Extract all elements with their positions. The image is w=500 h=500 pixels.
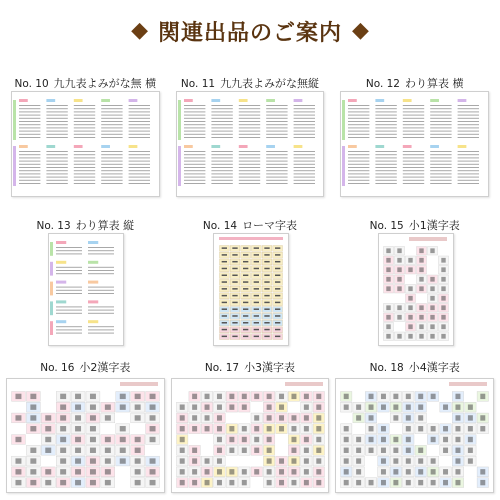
product-card[interactable] [335,70,494,212]
product-label [6,217,165,233]
product-thumbnail[interactable] [213,233,289,346]
product-card[interactable] [6,354,165,495]
product-number: No. 10 [14,78,49,90]
product-name: わり算表 横 [404,77,464,90]
product-label [335,75,494,91]
product-thumbnail[interactable] [48,233,124,346]
thumbnail-art [172,379,329,492]
page-title: 関連出品のご案内 [157,20,342,46]
product-card[interactable] [171,70,330,212]
thumbnail-art [49,234,123,345]
product-label [6,75,165,91]
product-label [171,75,330,91]
diamond-icon: ◆ [131,18,148,43]
product-number: No. 15 [369,220,404,232]
product-name: 九九表よみがな無縦 [220,77,320,90]
product-thumbnail[interactable] [335,378,494,493]
product-thumbnail[interactable] [176,91,325,197]
product-card[interactable] [6,212,165,354]
product-number: No. 14 [202,220,238,232]
product-label [171,359,330,375]
product-number: No. 17 [204,362,240,374]
product-thumbnail[interactable] [378,233,454,346]
thumbnail-art [379,234,453,345]
product-label [6,359,165,375]
product-grid [6,70,494,495]
product-card[interactable] [335,354,494,495]
product-thumbnail[interactable] [171,378,330,493]
product-number: No. 16 [40,362,75,374]
product-card[interactable] [171,354,330,495]
product-name: 九九表よみがな無 横 [53,77,157,90]
product-name: 小4漢字表 [408,361,460,374]
product-name: ローマ字表 [242,219,298,232]
product-name: 小3漢字表 [244,361,296,374]
product-thumbnail[interactable] [6,378,165,493]
thumbnail-art [12,92,159,196]
product-name: 小2漢字表 [79,361,131,374]
product-name: 小1漢字表 [408,219,460,232]
product-card[interactable] [6,70,165,212]
product-label [335,359,494,375]
product-number: No. 18 [369,362,404,374]
product-card[interactable] [335,212,494,354]
thumbnail-art [7,379,164,492]
thumbnail-art [341,92,488,196]
product-thumbnail[interactable] [340,91,489,197]
product-number: No. 11 [180,78,216,90]
thumbnail-art [336,379,493,492]
product-label [171,217,330,233]
product-label [335,217,494,233]
product-number: No. 13 [36,220,71,232]
product-name: わり算表 縦 [75,219,135,232]
product-card[interactable] [171,212,330,354]
thumbnail-art [177,92,324,196]
product-number: No. 12 [365,78,400,90]
thumbnail-art [214,234,288,345]
diamond-icon: ◆ [352,18,369,43]
product-thumbnail[interactable] [11,91,160,197]
page-header [0,0,500,62]
